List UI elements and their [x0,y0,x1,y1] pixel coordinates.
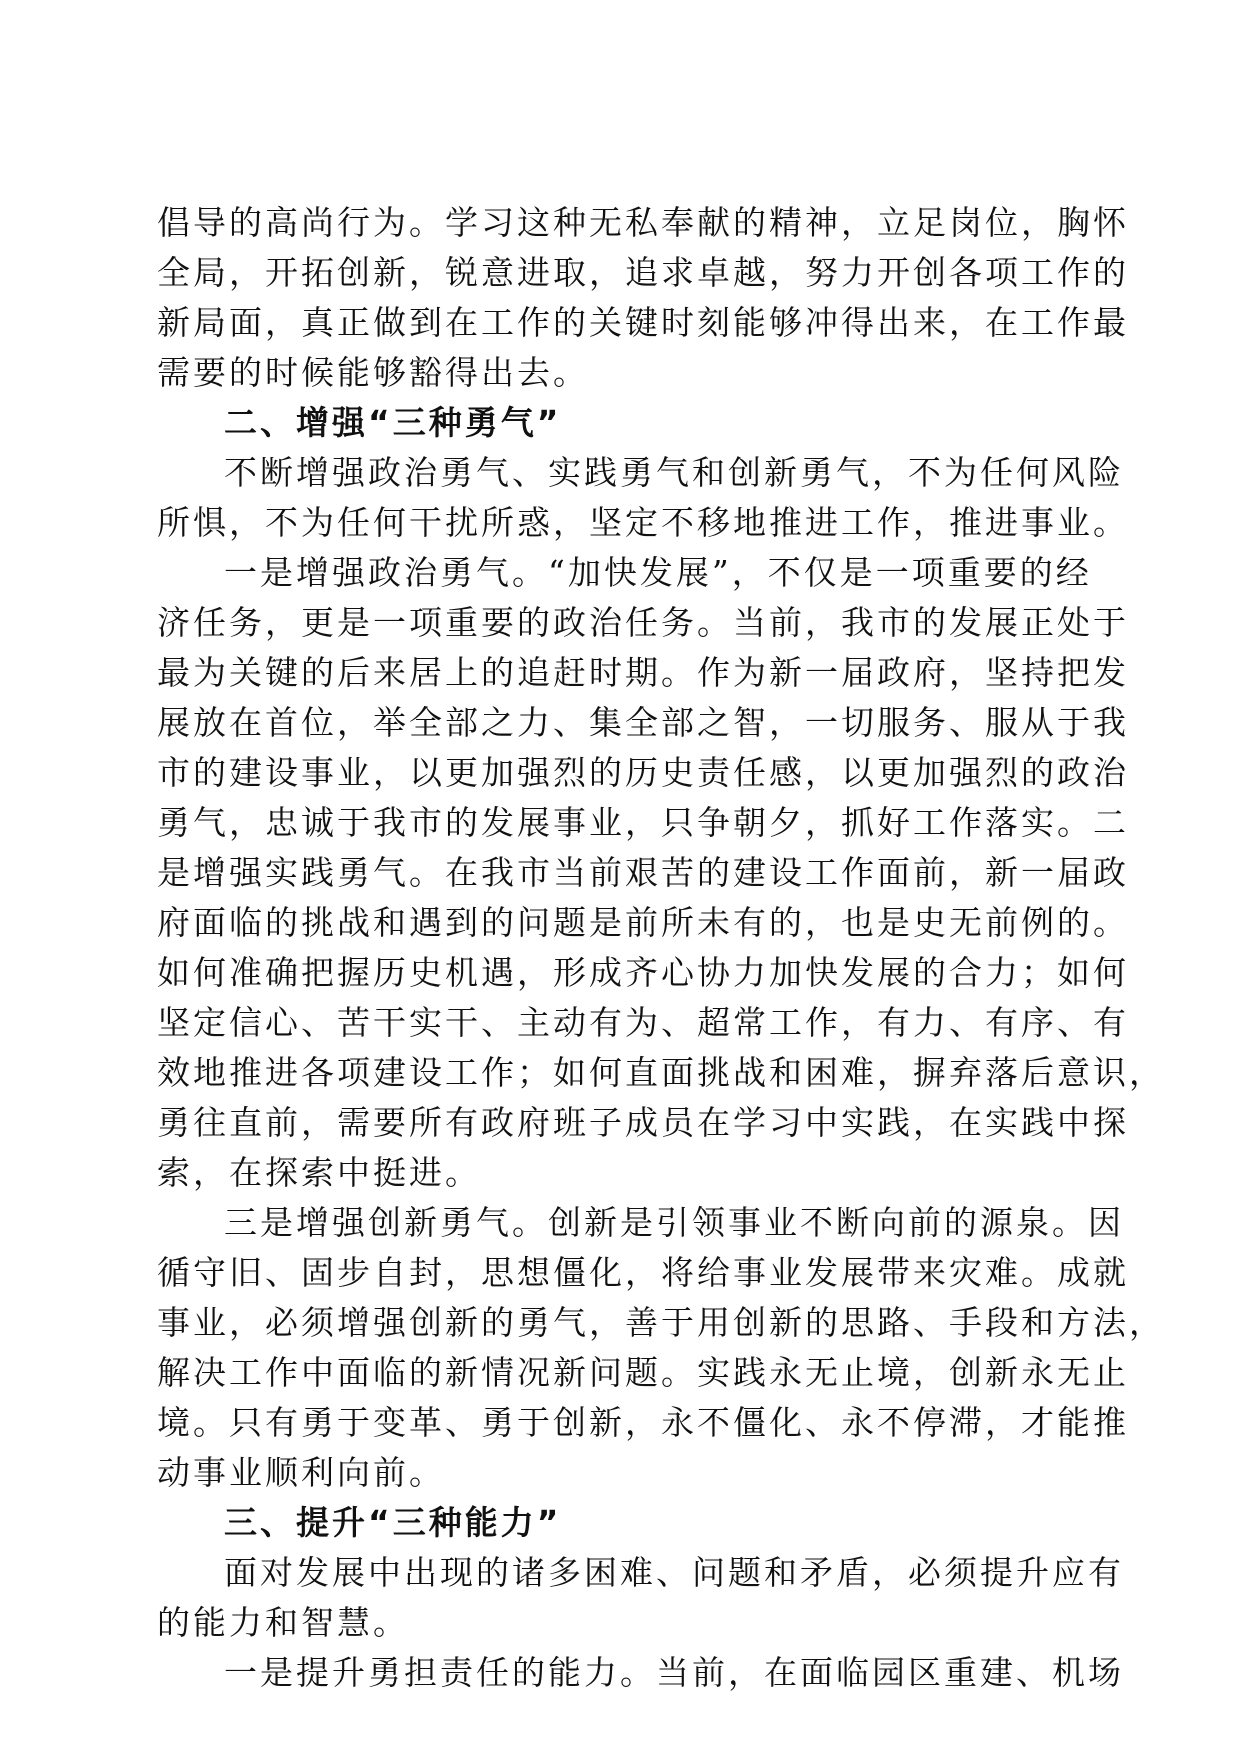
body-line: 市的建设事业，以更加强烈的历史责任感，以更加强烈的政治 [157,753,1129,792]
body-line: 是增强实践勇气。在我市当前艰苦的建设工作面前，新一届政 [157,853,1129,892]
body-line: 三是增强创新勇气。创新是引领事业不断向前的源泉。因 [224,1203,1124,1242]
body-line: 需要的时候能够豁得出去。 [157,353,589,392]
body-line: 的能力和智慧。 [157,1603,409,1642]
body-line: 境。只有勇于变革、勇于创新，永不僵化、永不停滞，才能推 [157,1403,1129,1442]
body-line: 最为关键的后来居上的追赶时期。作为新一届政府，坚持把发 [157,653,1129,692]
body-line: 勇往直前，需要所有政府班子成员在学习中实践，在实践中探 [157,1103,1129,1142]
body-line: 效地推进各项建设工作；如何直面挑战和困难，摒弃落后意识， [157,1053,1165,1092]
body-line: 全局，开拓创新，锐意进取，追求卓越，努力开创各项工作的 [157,253,1129,292]
body-line: 不断增强政治勇气、实践勇气和创新勇气，不为任何风险 [224,453,1124,492]
body-line: 济任务，更是一项重要的政治任务。当前，我市的发展正处于 [157,603,1129,642]
body-line: 面对发展中出现的诸多困难、问题和矛盾，必须提升应有 [224,1553,1124,1592]
body-line: 一是提升勇担责任的能力。当前，在面临园区重建、机场 [224,1653,1124,1692]
body-line: 事业，必须增强创新的勇气，善于用创新的思路、手段和方法， [157,1303,1165,1342]
body-line: 展放在首位，举全部之力、集全部之智，一切服务、服从于我 [157,703,1129,742]
body-line: 索，在探索中挺进。 [157,1153,481,1192]
body-line: 循守旧、固步自封，思想僵化，将给事业发展带来灾难。成就 [157,1253,1129,1292]
body-line: 解决工作中面临的新情况新问题。实践永无止境，创新永无止 [157,1353,1129,1392]
body-line: 新局面，真正做到在工作的关键时刻能够冲得出来，在工作最 [157,303,1129,342]
section-heading: 三、提升“三种能力” [224,1503,562,1542]
body-line: 勇气，忠诚于我市的发展事业，只争朝夕，抓好工作落实。二 [157,803,1129,842]
body-line: 府面临的挑战和遇到的问题是前所未有的，也是史无前例的。 [157,903,1129,942]
document-page [157,198,1165,1698]
body-line: 动事业顺利向前。 [157,1453,445,1492]
body-line: 所惧，不为任何干扰所惑，坚定不移地推进工作，推进事业。 [157,503,1129,542]
section-heading: 二、增强“三种勇气” [224,403,562,442]
body-line: 倡导的高尚行为。学习这种无私奉献的精神，立足岗位，胸怀 [157,203,1129,242]
body-line: 坚定信心、苦干实干、主动有为、超常工作，有力、有序、有 [157,1003,1129,1042]
body-line: 如何准确把握历史机遇，形成齐心协力加快发展的合力；如何 [157,953,1129,992]
body-line: 一是增强政治勇气。“加快发展”，不仅是一项重要的经 [224,553,1092,592]
